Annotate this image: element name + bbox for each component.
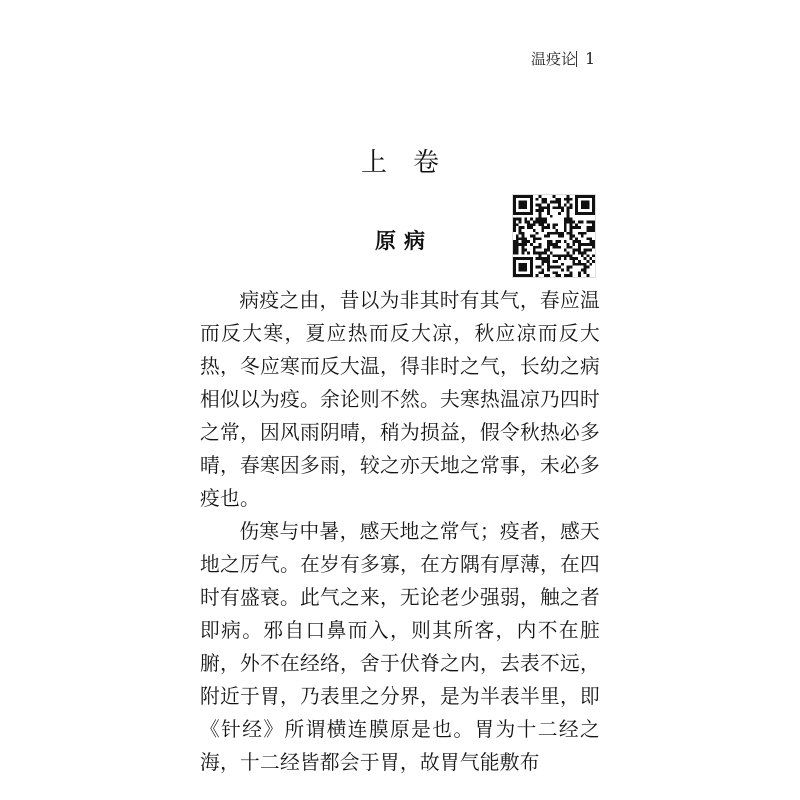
volume-title: 上卷 bbox=[360, 148, 465, 178]
running-header bbox=[0, 48, 800, 70]
paragraph: 伤寒与中暑，感天地之常气；疫者，感天地之厉气。在岁有多寡，在方隅有厚薄，在四时有盛衰。此气之来，无论老少强弱，触之者即病。邪自口鼻而入，则其所客，内不在脏腑，外不在经络，舍于伏脊之内，去表不远，附近于胃，乃表里之分界，是为半表半里，即《针经》所谓横连膜原是也。胃为十二经之海，十二经皆都会于胃，故胃气能敷布 bbox=[200, 520, 600, 774]
page-number: 1 bbox=[585, 49, 596, 68]
paragraph: 病疫之由，昔以为非其时有其气，春应温而反大寒，夏应热而反大凉，秋应凉而反大热，冬应寒而反大温，得非时之气，长幼之病相似以为疫。余论则不然。夫寒热温凉乃四时之常，因风雨阴晴，稍为损益，假令秋热必多晴，春寒因多雨，较之亦天地之常事，未必多疫也。 bbox=[200, 289, 600, 510]
book-title: 温疫论 bbox=[531, 50, 577, 68]
qr-code-icon[interactable] bbox=[512, 194, 596, 278]
chapter-title: 原病 bbox=[375, 228, 433, 253]
header-divider bbox=[576, 51, 577, 67]
body-text bbox=[200, 284, 600, 779]
